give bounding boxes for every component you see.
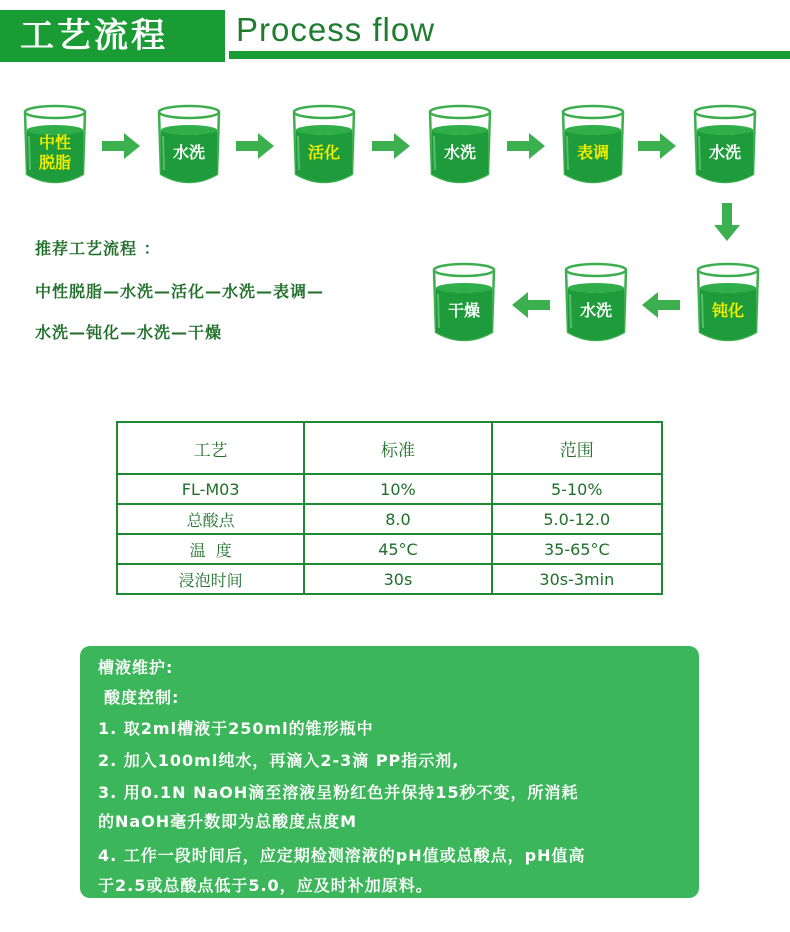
beaker-step-4 [424, 100, 496, 186]
recommended-title: 推荐工艺流程 ： [35, 239, 161, 258]
table-cell: 总酸点 [117, 504, 304, 534]
table-header-cell: 标准 [304, 422, 491, 474]
maintenance-line: 于2.5或总酸点低于5.0，应及时补加原料。 [98, 876, 433, 895]
beaker-step-7 [692, 258, 764, 344]
table-cell: FL-M03 [117, 474, 304, 504]
table-row [117, 564, 662, 594]
arrow-right-icon [372, 133, 410, 159]
beaker-step-3 [288, 100, 360, 186]
beaker-label: 水洗 [708, 143, 741, 162]
beaker-step-2 [153, 100, 225, 186]
beaker-label: 水洗 [443, 143, 476, 162]
header-title-en: Process flow [236, 11, 436, 48]
beaker-label: 干燥 [447, 301, 480, 320]
maintenance-title: 槽液维护: [98, 658, 174, 677]
beaker-step-8 [560, 258, 632, 344]
beaker-step-6 [689, 100, 761, 186]
table-cell: 10% [304, 474, 491, 504]
beaker-label: 活化 [307, 143, 340, 162]
table-row [117, 504, 662, 534]
beaker-label: 水洗 [172, 143, 205, 162]
arrow-right-icon [236, 133, 274, 159]
arrow-left-icon [512, 292, 550, 318]
beaker-label: 中性 脱脂 [38, 133, 71, 172]
table-cell: 5.0-12.0 [492, 504, 662, 534]
maintenance-line: 4. 工作一段时间后，应定期检测溶液的pH值或总酸点，pH值高 [98, 846, 586, 865]
beaker-label: 表调 [576, 143, 609, 162]
arrow-right-icon [507, 133, 545, 159]
maintenance-subtitle: 酸度控制: [104, 688, 180, 707]
maintenance-line: 的NaOH毫升数即为总酸度点度M [98, 812, 358, 831]
table-header-row [117, 422, 662, 474]
table-cell: 温 度 [117, 534, 304, 564]
table-row [117, 474, 662, 504]
beaker-label: 钝化 [711, 301, 744, 320]
maintenance-line: 2. 加入100ml纯水，再滴入2-3滴 PP指示剂, [98, 751, 460, 770]
arrow-down-icon [714, 203, 740, 241]
maintenance-box [80, 646, 699, 898]
table-cell: 30s [304, 564, 491, 594]
recommended-line-2: 水洗—钝化—水洗—干燥 [35, 323, 223, 342]
parameters-table [116, 421, 663, 595]
table-cell: 浸泡时间 [117, 564, 304, 594]
maintenance-line: 3. 用0.1N NaOH滴至溶液呈粉红色并保持15秒不变，所消耗 [98, 783, 579, 802]
table-cell: 45°C [304, 534, 491, 564]
table-header-cell: 范围 [492, 422, 662, 474]
arrow-left-icon [642, 292, 680, 318]
arrow-right-icon [102, 133, 140, 159]
beaker-step-9 [428, 258, 500, 344]
header-underline [229, 51, 790, 59]
maintenance-line: 1. 取2ml槽液于250ml的锥形瓶中 [98, 719, 374, 738]
recommended-line-1: 中性脱脂—水洗—活化—水洗—表调— [35, 282, 325, 301]
beaker-step-5 [557, 100, 629, 186]
header-title-cn: 工艺流程 [20, 16, 168, 56]
table-cell: 35-65°C [492, 534, 662, 564]
arrow-right-icon [638, 133, 676, 159]
table-cell: 5-10% [492, 474, 662, 504]
beaker-label: 水洗 [579, 301, 612, 320]
table-header-cell: 工艺 [117, 422, 304, 474]
table-row [117, 534, 662, 564]
beaker-step-1 [19, 100, 91, 186]
table-cell: 30s-3min [492, 564, 662, 594]
table-cell: 8.0 [304, 504, 491, 534]
